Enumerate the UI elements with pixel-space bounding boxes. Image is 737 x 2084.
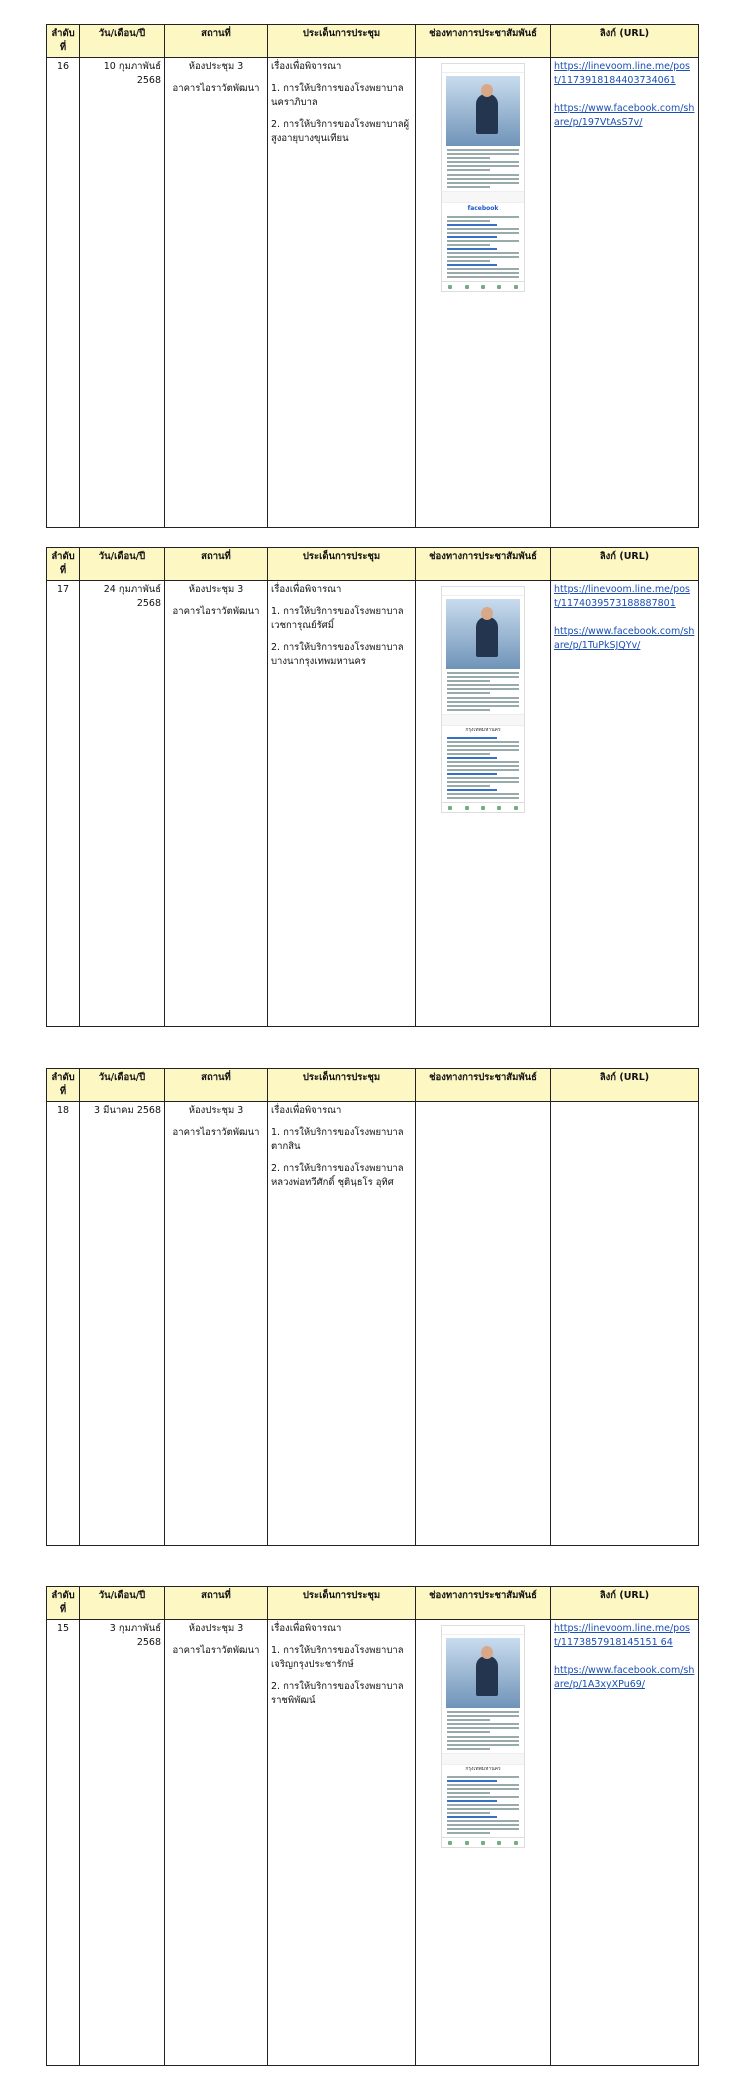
table-row bbox=[47, 1102, 699, 1546]
header-row bbox=[47, 1587, 699, 1620]
row-topic bbox=[268, 58, 416, 528]
topic-item-2: 2. การให้บริการของโรงพยาบาลหลวงพ่อทวีศักดิ์ ชุตินฺธโร อุทิศ bbox=[271, 1163, 404, 1188]
row-topic bbox=[268, 1620, 416, 2066]
row-date: 3 มีนาคม 2568 bbox=[80, 1102, 165, 1546]
header-link: ลิงก์ (URL) bbox=[551, 548, 699, 581]
row-links bbox=[551, 58, 699, 528]
topic-item-2: 2. การให้บริการของโรงพยาบาลราชพิพัฒน์ bbox=[271, 1681, 404, 1706]
header-channel: ช่องทางการประชาสัมพันธ์ bbox=[416, 1587, 551, 1620]
header-row bbox=[47, 1069, 699, 1102]
header-place: สถานที่ bbox=[165, 25, 268, 58]
table-row bbox=[47, 58, 699, 528]
header-place: สถานที่ bbox=[165, 548, 268, 581]
channel-app-name: กรุงเทพมหานคร bbox=[465, 1766, 501, 1772]
channel-screenshot bbox=[441, 1625, 525, 1848]
header-date: วัน/เดือน/ปี bbox=[80, 25, 165, 58]
header-link: ลิงก์ (URL) bbox=[551, 1587, 699, 1620]
header-topic: ประเด็นการประชุม bbox=[268, 548, 416, 581]
header-channel: ช่องทางการประชาสัมพันธ์ bbox=[416, 25, 551, 58]
place-room: ห้องประชุม 3 bbox=[188, 584, 244, 595]
row-no: 18 bbox=[47, 1102, 80, 1546]
row-topic bbox=[268, 1102, 416, 1546]
facebook-link[interactable]: https://www.facebook.com/share/p/197VtAsS7v/ bbox=[554, 103, 695, 128]
row-channel bbox=[416, 1102, 551, 1546]
topic-heading: เรื่องเพื่อพิจารณา bbox=[271, 61, 342, 72]
row-date: 24 กุมภาพันธ์ 2568 bbox=[80, 581, 165, 1027]
topic-heading: เรื่องเพื่อพิจารณา bbox=[271, 584, 342, 595]
topic-item-1: 1. การให้บริการของโรงพยาบาลตากสิน bbox=[271, 1127, 404, 1152]
line-link[interactable]: https://linevoom.line.me/post/1174039573188887801 bbox=[554, 584, 690, 609]
channel-screenshot bbox=[441, 586, 525, 813]
header-topic: ประเด็นการประชุม bbox=[268, 25, 416, 58]
line-link[interactable]: https://linevoom.line.me/post/1173918184403734061 bbox=[554, 61, 690, 86]
header-no: ลำดับที่ bbox=[47, 1587, 80, 1620]
header-place: สถานที่ bbox=[165, 1069, 268, 1102]
meeting-table-1 bbox=[46, 24, 699, 528]
place-building: อาคารไอราวัตพัฒนา bbox=[172, 83, 260, 94]
channel-app-name: กรุงเทพมหานคร bbox=[465, 727, 501, 733]
topic-item-2: 2. การให้บริการของโรงพยาบาลผู้สูงอายุบางขุนเทียน bbox=[271, 119, 410, 144]
facebook-link[interactable]: https://www.facebook.com/share/p/1A3xyXPu69/ bbox=[554, 1665, 695, 1690]
header-date: วัน/เดือน/ปี bbox=[80, 1069, 165, 1102]
place-room: ห้องประชุม 3 bbox=[188, 61, 244, 72]
topic-item-1: 1. การให้บริการของโรงพยาบาลเวชการุณย์รัศมิ์ bbox=[271, 606, 404, 631]
row-place bbox=[165, 1102, 268, 1546]
channel-screenshot bbox=[441, 63, 525, 292]
row-place bbox=[165, 58, 268, 528]
place-room: ห้องประชุม 3 bbox=[188, 1623, 244, 1634]
table-row bbox=[47, 1620, 699, 2066]
header-date: วัน/เดือน/ปี bbox=[80, 548, 165, 581]
topic-heading: เรื่องเพื่อพิจารณา bbox=[271, 1105, 342, 1116]
row-topic bbox=[268, 581, 416, 1027]
header-link: ลิงก์ (URL) bbox=[551, 25, 699, 58]
header-no: ลำดับที่ bbox=[47, 25, 80, 58]
photo-placeholder bbox=[446, 1638, 520, 1708]
row-place bbox=[165, 581, 268, 1027]
topic-item-1: 1. การให้บริการของโรงพยาบาลนคราภิบาล bbox=[271, 83, 404, 108]
topic-item-1: 1. การให้บริการของโรงพยาบาลเจริญกรุงประชารักษ์ bbox=[271, 1645, 404, 1670]
header-date: วัน/เดือน/ปี bbox=[80, 1587, 165, 1620]
header-no: ลำดับที่ bbox=[47, 1069, 80, 1102]
header-place: สถานที่ bbox=[165, 1587, 268, 1620]
header-link: ลิงก์ (URL) bbox=[551, 1069, 699, 1102]
header-no: ลำดับที่ bbox=[47, 548, 80, 581]
place-building: อาคารไอราวัตพัฒนา bbox=[172, 1645, 260, 1656]
photo-placeholder bbox=[446, 599, 520, 669]
row-date: 10 กุมภาพันธ์ 2568 bbox=[80, 58, 165, 528]
meeting-table-4 bbox=[46, 1586, 699, 2066]
row-links bbox=[551, 1102, 699, 1546]
place-building: อาคารไอราวัตพัฒนา bbox=[172, 1127, 260, 1138]
header-row bbox=[47, 25, 699, 58]
meeting-table-3 bbox=[46, 1068, 699, 1546]
topic-heading: เรื่องเพื่อพิจารณา bbox=[271, 1623, 342, 1634]
meeting-table-2 bbox=[46, 547, 699, 1027]
row-channel bbox=[416, 58, 551, 528]
row-no: 15 bbox=[47, 1620, 80, 2066]
row-no: 16 bbox=[47, 58, 80, 528]
place-room: ห้องประชุม 3 bbox=[188, 1105, 244, 1116]
row-date: 3 กุมภาพันธ์ 2568 bbox=[80, 1620, 165, 2066]
header-topic: ประเด็นการประชุม bbox=[268, 1069, 416, 1102]
row-no: 17 bbox=[47, 581, 80, 1027]
row-channel bbox=[416, 581, 551, 1027]
row-place bbox=[165, 1620, 268, 2066]
place-building: อาคารไอราวัตพัฒนา bbox=[172, 606, 260, 617]
row-channel bbox=[416, 1620, 551, 2066]
header-topic: ประเด็นการประชุม bbox=[268, 1587, 416, 1620]
header-channel: ช่องทางการประชาสัมพันธ์ bbox=[416, 548, 551, 581]
table-row bbox=[47, 581, 699, 1027]
topic-item-2: 2. การให้บริการของโรงพยาบาลบางนากรุงเทพมหานคร bbox=[271, 642, 404, 667]
header-row bbox=[47, 548, 699, 581]
photo-placeholder bbox=[446, 76, 520, 146]
facebook-link[interactable]: https://www.facebook.com/share/p/1TuPkSJQYv/ bbox=[554, 626, 695, 651]
row-links bbox=[551, 581, 699, 1027]
header-channel: ช่องทางการประชาสัมพันธ์ bbox=[416, 1069, 551, 1102]
channel-app-name: facebook bbox=[467, 205, 499, 212]
row-links bbox=[551, 1620, 699, 2066]
line-link[interactable]: https://linevoom.line.me/post/1173857918145151 64 bbox=[554, 1623, 690, 1648]
